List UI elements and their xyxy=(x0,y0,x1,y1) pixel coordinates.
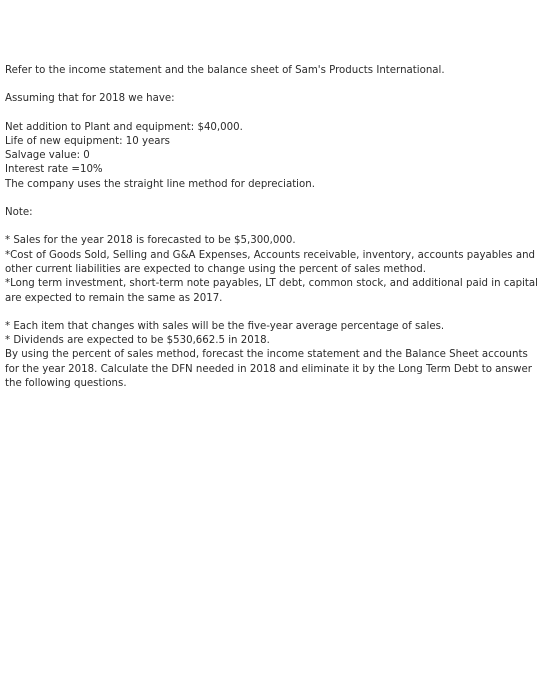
assumption-item: Life of new equipment: 10 years xyxy=(5,135,170,147)
intro-text: Refer to the income statement and the balance sheet of Sam's Products International. xyxy=(5,65,445,76)
assumption-item: Interest rate =10% xyxy=(5,164,103,176)
detail-item: * Dividends are expected to be $530,662.5 in 2018. xyxy=(5,335,270,347)
assumption-item: The company uses the straight line method for depreciation. xyxy=(5,178,315,190)
note-list xyxy=(5,234,541,305)
instruction-paragraph: By using the percent of sales method, forecast the income statement and the Balance Sheet accounts for the year 2018. Calculate the DFN needed in 2018 and eliminate it by the Long Term Debt to answer the following questions. xyxy=(5,349,532,390)
detail-list xyxy=(5,320,541,391)
assumption-list xyxy=(5,121,541,192)
note-item: * Sales for the year 2018 is forecasted to be $5,300,000. xyxy=(5,235,296,247)
note-heading: Note: xyxy=(5,207,33,219)
assumption-heading: Assuming that for 2018 we have: xyxy=(5,93,175,105)
assumption-item: Salvage value: 0 xyxy=(5,150,90,162)
note-item: *Cost of Goods Sold, Selling and G&A Expenses, Accounts receivable, inventory, accounts payables and other current liabilities are expected to change using the percent of sales method. xyxy=(5,249,536,275)
detail-item: * Each item that changes with sales will be the five-year average percentage of sales. xyxy=(5,320,445,332)
document-body xyxy=(5,64,541,391)
note-item: *Long term investment, short-term note payables, LT debt, common stock, and additional paid in capital are expected to remain the same as 2017. xyxy=(5,278,538,304)
assumption-item: Net addition to Plant and equipment: $40,000. xyxy=(5,121,243,133)
